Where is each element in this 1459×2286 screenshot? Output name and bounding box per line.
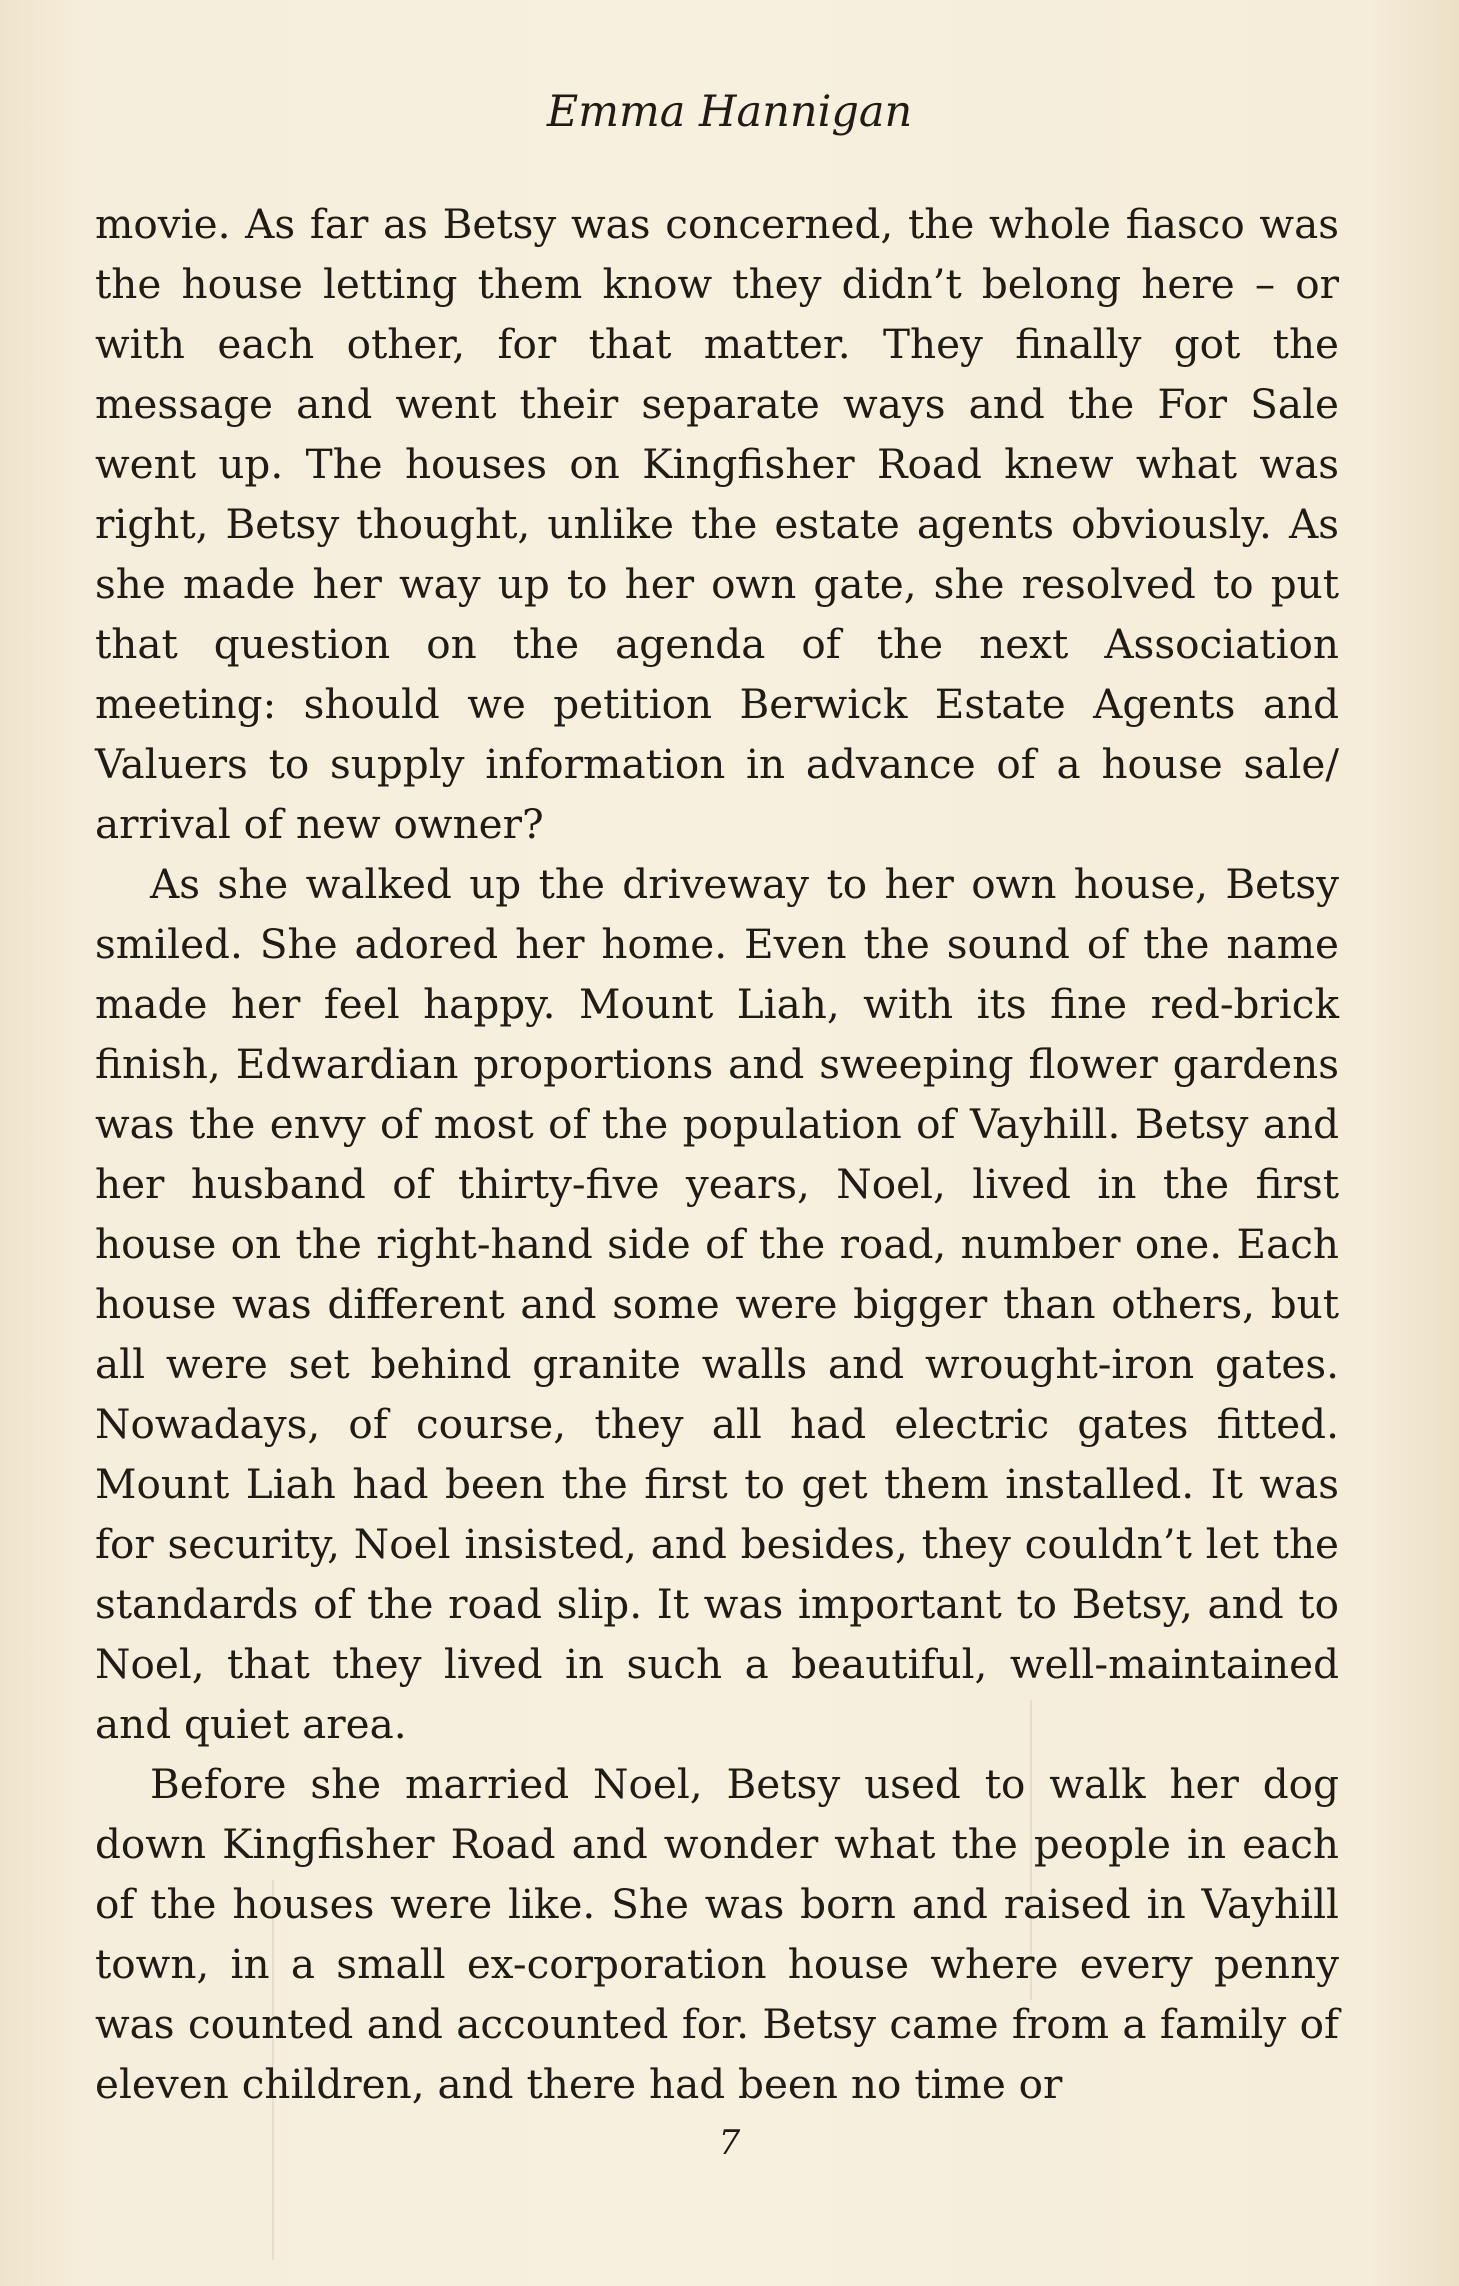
paragraph-3: Before she married Noel, Betsy used to walk her dog down Kingfisher Road and wonder what the people in each of the houses were like. She was born and raised in Vayhill town, in a small ex-corporation house where every penny was counted and accounted for. Betsy came from a family of eleven children, and there had been no time or (95, 1760, 1339, 2108)
running-head: Emma Hannigan (546, 87, 913, 137)
paragraph-2: As she walked up the driveway to her own house, Betsy smiled. She adored her home. Even the sound of the name made her feel happy. Mount Liah, with its fine red-brick finish, Edwardian proportions and sweeping flower gardens was the envy of most of the population of Vayhill. Betsy and her husband of thirty-five years, Noel, lived in the first house on the right-hand side of the road, number one. Each house was different and some were bigger than others, but all were set behind granite walls and wrought-iron gates. Nowadays, of course, they all had electric gates fitted. Mount Liah had been the first to get them installed. It was for security, Noel insisted, and besides, they couldn’t let the standards of the road slip. It was important to Betsy, and to Noel, that they lived in such a beautiful, well-maintained and quiet area. (95, 860, 1339, 1748)
body-text (95, 194, 1339, 2114)
paragraph-1: movie. As far as Betsy was concerned, the whole fiasco was the house letting them know they didn’t belong here – or with each other, for that matter. They finally got the message and went their separate ways and the For Sale went up. The houses on Kingfisher Road knew what was right, Betsy thought, unlike the estate agents obviously. As she made her way up to her own gate, she resolved to put that question on the agenda of the next Association meeting: should we petition Berwick Estate Agents and Valuers to supply information in advance of a house sale/ arrival of new owner? (95, 200, 1339, 848)
page-number: 7 (718, 2123, 741, 2163)
